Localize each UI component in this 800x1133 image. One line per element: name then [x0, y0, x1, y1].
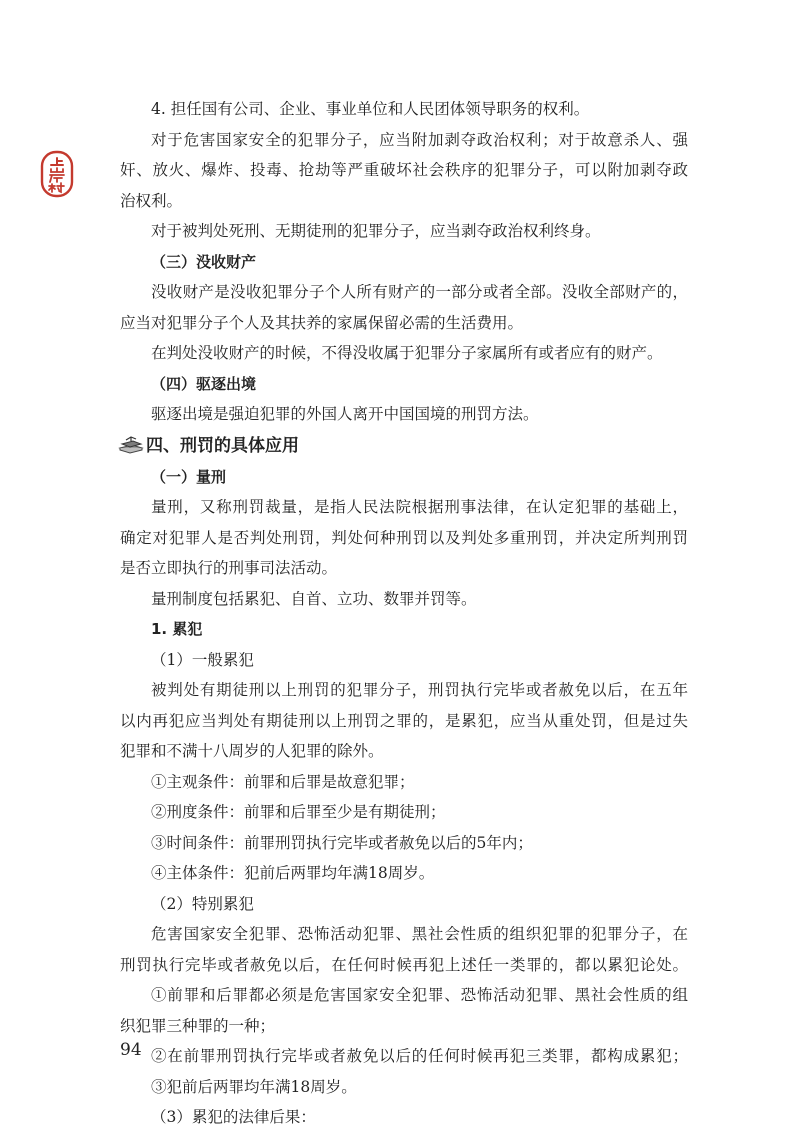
text-line: 量刑制度包括累犯、自首、立功、数罪并罚等。: [151, 589, 477, 608]
text-line: ③犯前后两罪均年满18周岁。: [151, 1077, 357, 1096]
text-line: ④主体条件：犯前后两罪均年满18周岁。: [151, 864, 435, 882]
text-line: 对于被判处死刑、无期徒刑的犯罪分子，应当剥夺政治权利终身。: [151, 222, 601, 240]
text-line: 治权利。: [120, 191, 183, 210]
section-heading: [118, 430, 688, 462]
text-line: ①主观条件：前罪和后罪是故意犯罪；: [151, 772, 415, 791]
text-line: 犯罪和不满十八周岁的人犯罪的除外。: [120, 742, 384, 760]
text-line: （2）特别累犯: [151, 894, 254, 913]
text-line: 确定对犯罪人是否判处刑罚，判处何种刑罚以及判处多重刑罚，并决定所判刑罚: [120, 528, 688, 547]
paragraph-block-1: [120, 94, 688, 430]
section-heading-text: 四、刑罚的具体应用: [146, 435, 299, 456]
text-line: 4. 担任国有公司、企业、事业单位和人民团体领导职务的权利。: [151, 100, 590, 118]
subheading: （一）量刑: [151, 467, 227, 486]
text-line: （3）累犯的法律后果：: [151, 1108, 316, 1126]
text-line: 应当对犯罪分子个人及其扶养的家属保留必需的生活费用。: [120, 313, 524, 332]
page-number: 94: [120, 1040, 142, 1060]
seal-stamp-icon: [40, 150, 74, 198]
text-line: ②在前罪刑罚执行完毕或者赦免以后的任何时候再犯三类罪，都构成累犯；: [151, 1047, 688, 1065]
text-line: （1）一般累犯: [151, 650, 254, 669]
text-line: 以内再犯应当判处有期徒刑以上刑罚之罪的，是累犯，应当从重处罚，但是过失: [120, 711, 688, 730]
book-stack-icon: [118, 436, 144, 454]
text-line: 在判处没收财产的时候，不得没收属于犯罪分子家属所有或者应有的财产。: [151, 344, 663, 362]
text-line: 被判处有期徒刑以上刑罚的犯罪分子，刑罚执行完毕或者赦免以后，在五年: [151, 681, 688, 699]
text-line: 量刑，又称刑罚裁量，是指人民法院根据刑事法律，在认定犯罪的基础上，: [151, 498, 688, 516]
text-line: 没收财产是没收犯罪分子个人所有财产的一部分或者全部。没收全部财产的，: [151, 283, 688, 301]
text-line: ③时间条件：前罪刑罚执行完毕或者赦免以后的5年内；: [151, 833, 533, 852]
text-line: 驱逐出境是强迫犯罪的外国人离开中国国境的刑罚方法。: [151, 405, 539, 423]
text-line: 织犯罪三种罪的一种；: [120, 1016, 276, 1035]
subheading: 1. 累犯: [151, 620, 203, 638]
text-line: 对于危害国家安全的犯罪分子，应当附加剥夺政治权利；对于故意杀人、强: [151, 130, 688, 149]
subheading: （三）没收财产: [151, 252, 257, 271]
text-line: 刑罚执行完毕或者赦免以后，在任何时候再犯上述任一类罪的，都以累犯论处。: [120, 955, 688, 974]
text-line: ②刑度条件：前罪和后罪至少是有期徒刑；: [151, 803, 446, 821]
text-line: 危害国家安全犯罪、恐怖活动犯罪、黑社会性质的组织犯罪的犯罪分子，在: [151, 925, 688, 943]
paragraph-block-2: [120, 462, 688, 1133]
body-text: [120, 94, 688, 1133]
text-line: ①前罪和后罪都必须是危害国家安全犯罪、恐怖活动犯罪、黑社会性质的组: [151, 986, 688, 1004]
subheading: （四）驱逐出境: [151, 374, 257, 393]
text-line: 奸、放火、爆炸、投毒、抢劫等严重破坏社会秩序的犯罪分子，可以附加剥夺政: [120, 161, 688, 179]
text-line: 是否立即执行的刑事司法活动。: [120, 559, 338, 577]
